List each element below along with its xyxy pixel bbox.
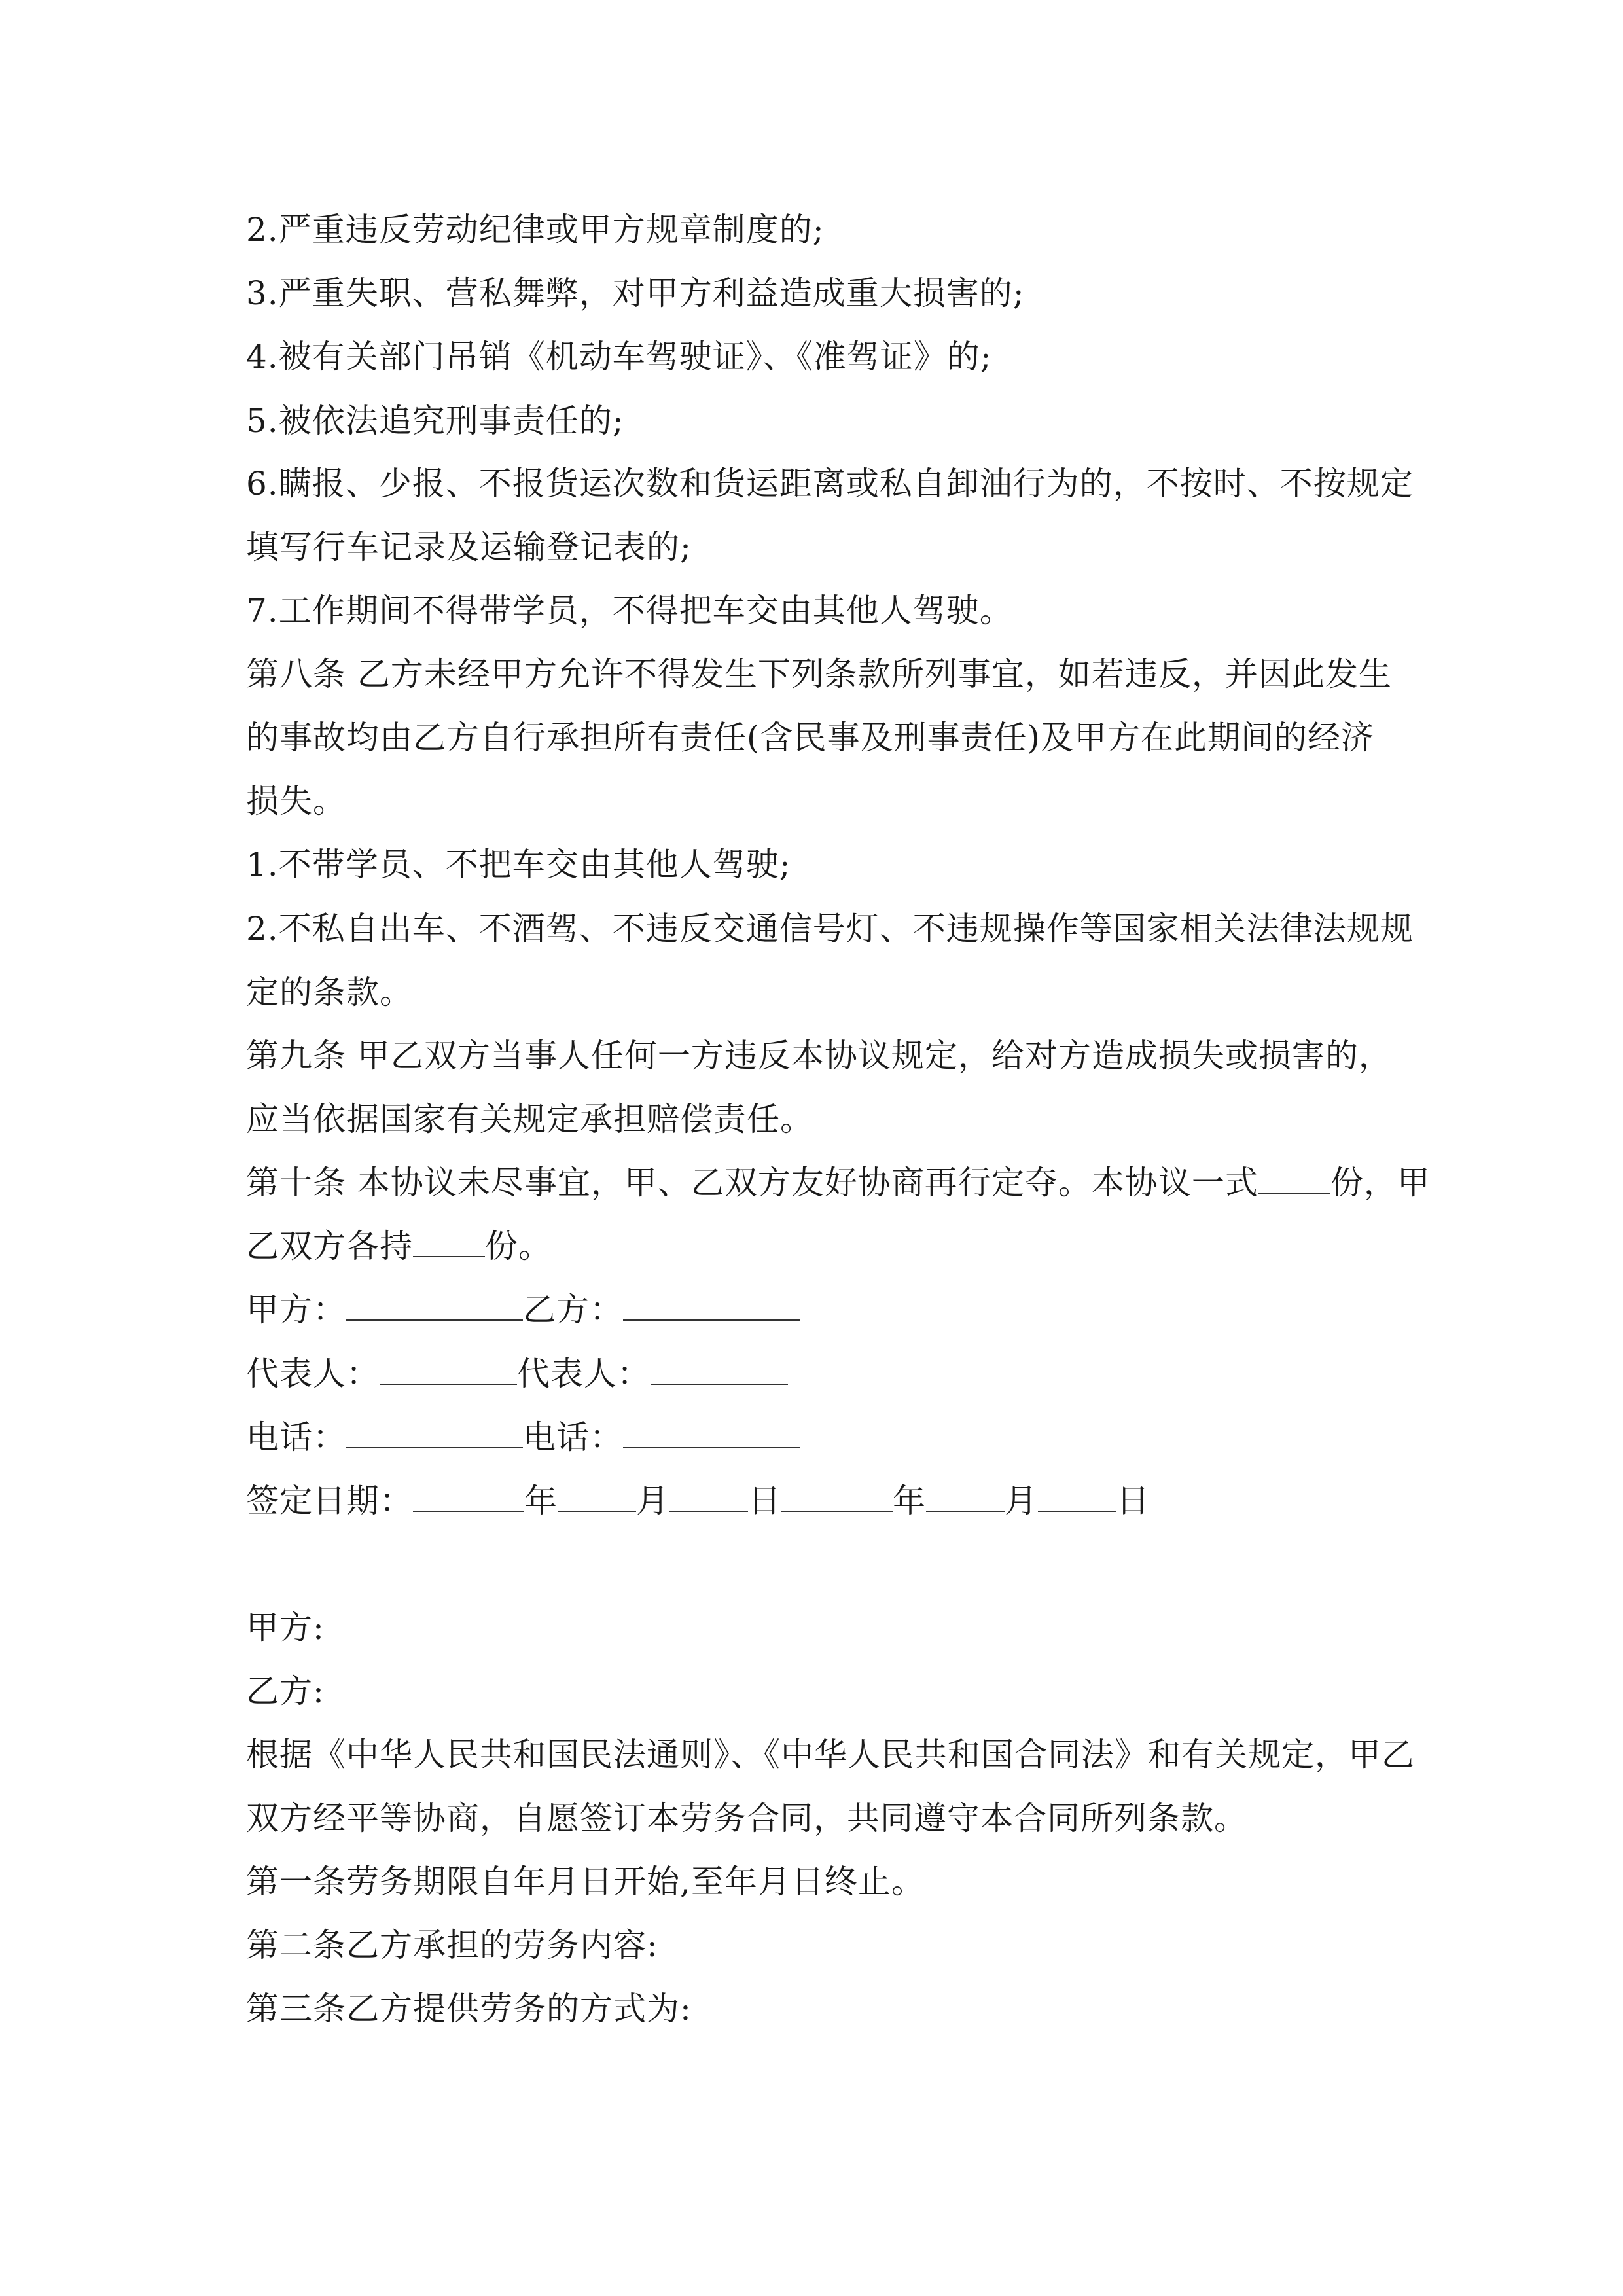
clause-line: 的事故均由乙方自行承担所有责任(含民事及刑事责任)及甲方在此期间的经济 — [246, 719, 1375, 757]
signature-date-row — [246, 1479, 1385, 1522]
clause-line: 定的条款。 — [246, 973, 413, 1011]
copies-blank[interactable] — [1258, 1162, 1330, 1194]
clause-line: 2.不私自出车、不酒驾、不违反交通信号灯、不违规操作等国家相关法律法规规 — [246, 910, 1414, 948]
rep-a-blank[interactable] — [380, 1354, 517, 1385]
clause-line: 4.被有关部门吊销《机动车驾驶证》、《准驾证》的; — [246, 338, 992, 376]
clause-line: 3.严重失职、营私舞弊，对甲方利益造成重大损害的; — [246, 274, 1025, 312]
signature-party-row — [246, 1288, 1385, 1331]
clause-line: 6.瞒报、少报、不报货运次数和货运距离或私自卸油行为的，不按时、不按规定 — [246, 465, 1414, 503]
year-label: 年 — [893, 1482, 926, 1520]
second-contract-line: 第二条乙方承担的劳务内容: — [246, 1926, 658, 1964]
year-label: 年 — [524, 1482, 558, 1520]
party-b-blank[interactable] — [623, 1289, 800, 1321]
second-contract-line: 双方经平等协商，自愿签订本劳务合同，共同遵守本合同所列条款。 — [246, 1799, 1247, 1837]
clause-ten-text: 份。 — [485, 1227, 552, 1265]
clause-ten-text: 份，甲 — [1330, 1164, 1431, 1202]
clause-line: 1.不带学员、不把车交由其他人驾驶; — [246, 846, 791, 884]
party-b-label: 乙方： — [523, 1291, 623, 1329]
clause-line: 2.严重违反劳动纪律或甲方规章制度的; — [246, 211, 825, 249]
party-a-label: 甲方： — [246, 1291, 346, 1329]
second-contract-party-a: 甲方: — [246, 1609, 325, 1647]
phone-a-blank[interactable] — [346, 1417, 523, 1448]
phone-b-label: 电话： — [523, 1418, 623, 1456]
clause-line: 5.被依法追究刑事责任的; — [246, 402, 624, 440]
second-contract-line: 第一条劳务期限自年月日开始,至年月日终止。 — [246, 1863, 925, 1901]
clause-line: 应当依据国家有关规定承担赔偿责任。 — [246, 1100, 813, 1138]
clause-line: 第八条 乙方未经甲方允许不得发生下列条款所列事宜，如若违反，并因此发生 — [246, 655, 1392, 693]
month-label: 月 — [1005, 1482, 1038, 1520]
rep-a-label: 代表人： — [246, 1355, 380, 1393]
phone-b-blank[interactable] — [623, 1417, 800, 1448]
month-blank[interactable] — [926, 1480, 1005, 1512]
clause-line: 第九条 甲乙双方当事人任何一方违反本协议规定，给对方造成损失或损害的， — [246, 1037, 1392, 1075]
signature-phone-row — [246, 1416, 1385, 1459]
month-label: 月 — [636, 1482, 669, 1520]
month-blank[interactable] — [558, 1480, 636, 1512]
copies-each-blank[interactable] — [413, 1226, 485, 1257]
date-label: 签定日期： — [246, 1482, 413, 1520]
second-contract-line: 第三条乙方提供劳务的方式为: — [246, 1990, 692, 2028]
clause-line: 损失。 — [246, 782, 346, 820]
clause-ten-line-2 — [246, 1225, 1385, 1268]
day-blank[interactable] — [1038, 1480, 1116, 1512]
year-blank[interactable] — [413, 1480, 524, 1512]
clause-line: 7.工作期间不得带学员，不得把车交由其他人驾驶。 — [246, 592, 1013, 630]
day-blank[interactable] — [669, 1480, 748, 1512]
year-blank[interactable] — [781, 1480, 893, 1512]
second-contract-party-b: 乙方: — [246, 1672, 325, 1710]
rep-b-blank[interactable] — [651, 1354, 788, 1385]
rep-b-label: 代表人： — [517, 1355, 651, 1393]
party-a-blank[interactable] — [346, 1289, 523, 1321]
clause-ten-text: 乙双方各持 — [246, 1227, 413, 1265]
phone-a-label: 电话： — [246, 1418, 346, 1456]
clause-ten-text: 第十条 本协议未尽事宜，甲、乙双方友好协商再行定夺。本协议一式 — [246, 1164, 1258, 1202]
second-contract-line: 根据《中华人民共和国民法通则》、《中华人民共和国合同法》和有关规定，甲乙 — [246, 1736, 1415, 1774]
clause-line: 填写行车记录及运输登记表的; — [246, 528, 692, 566]
clause-ten-line-1 — [246, 1161, 1431, 1204]
day-label: 日 — [748, 1482, 781, 1520]
signature-rep-row — [246, 1352, 1385, 1395]
day-label: 日 — [1116, 1482, 1150, 1520]
